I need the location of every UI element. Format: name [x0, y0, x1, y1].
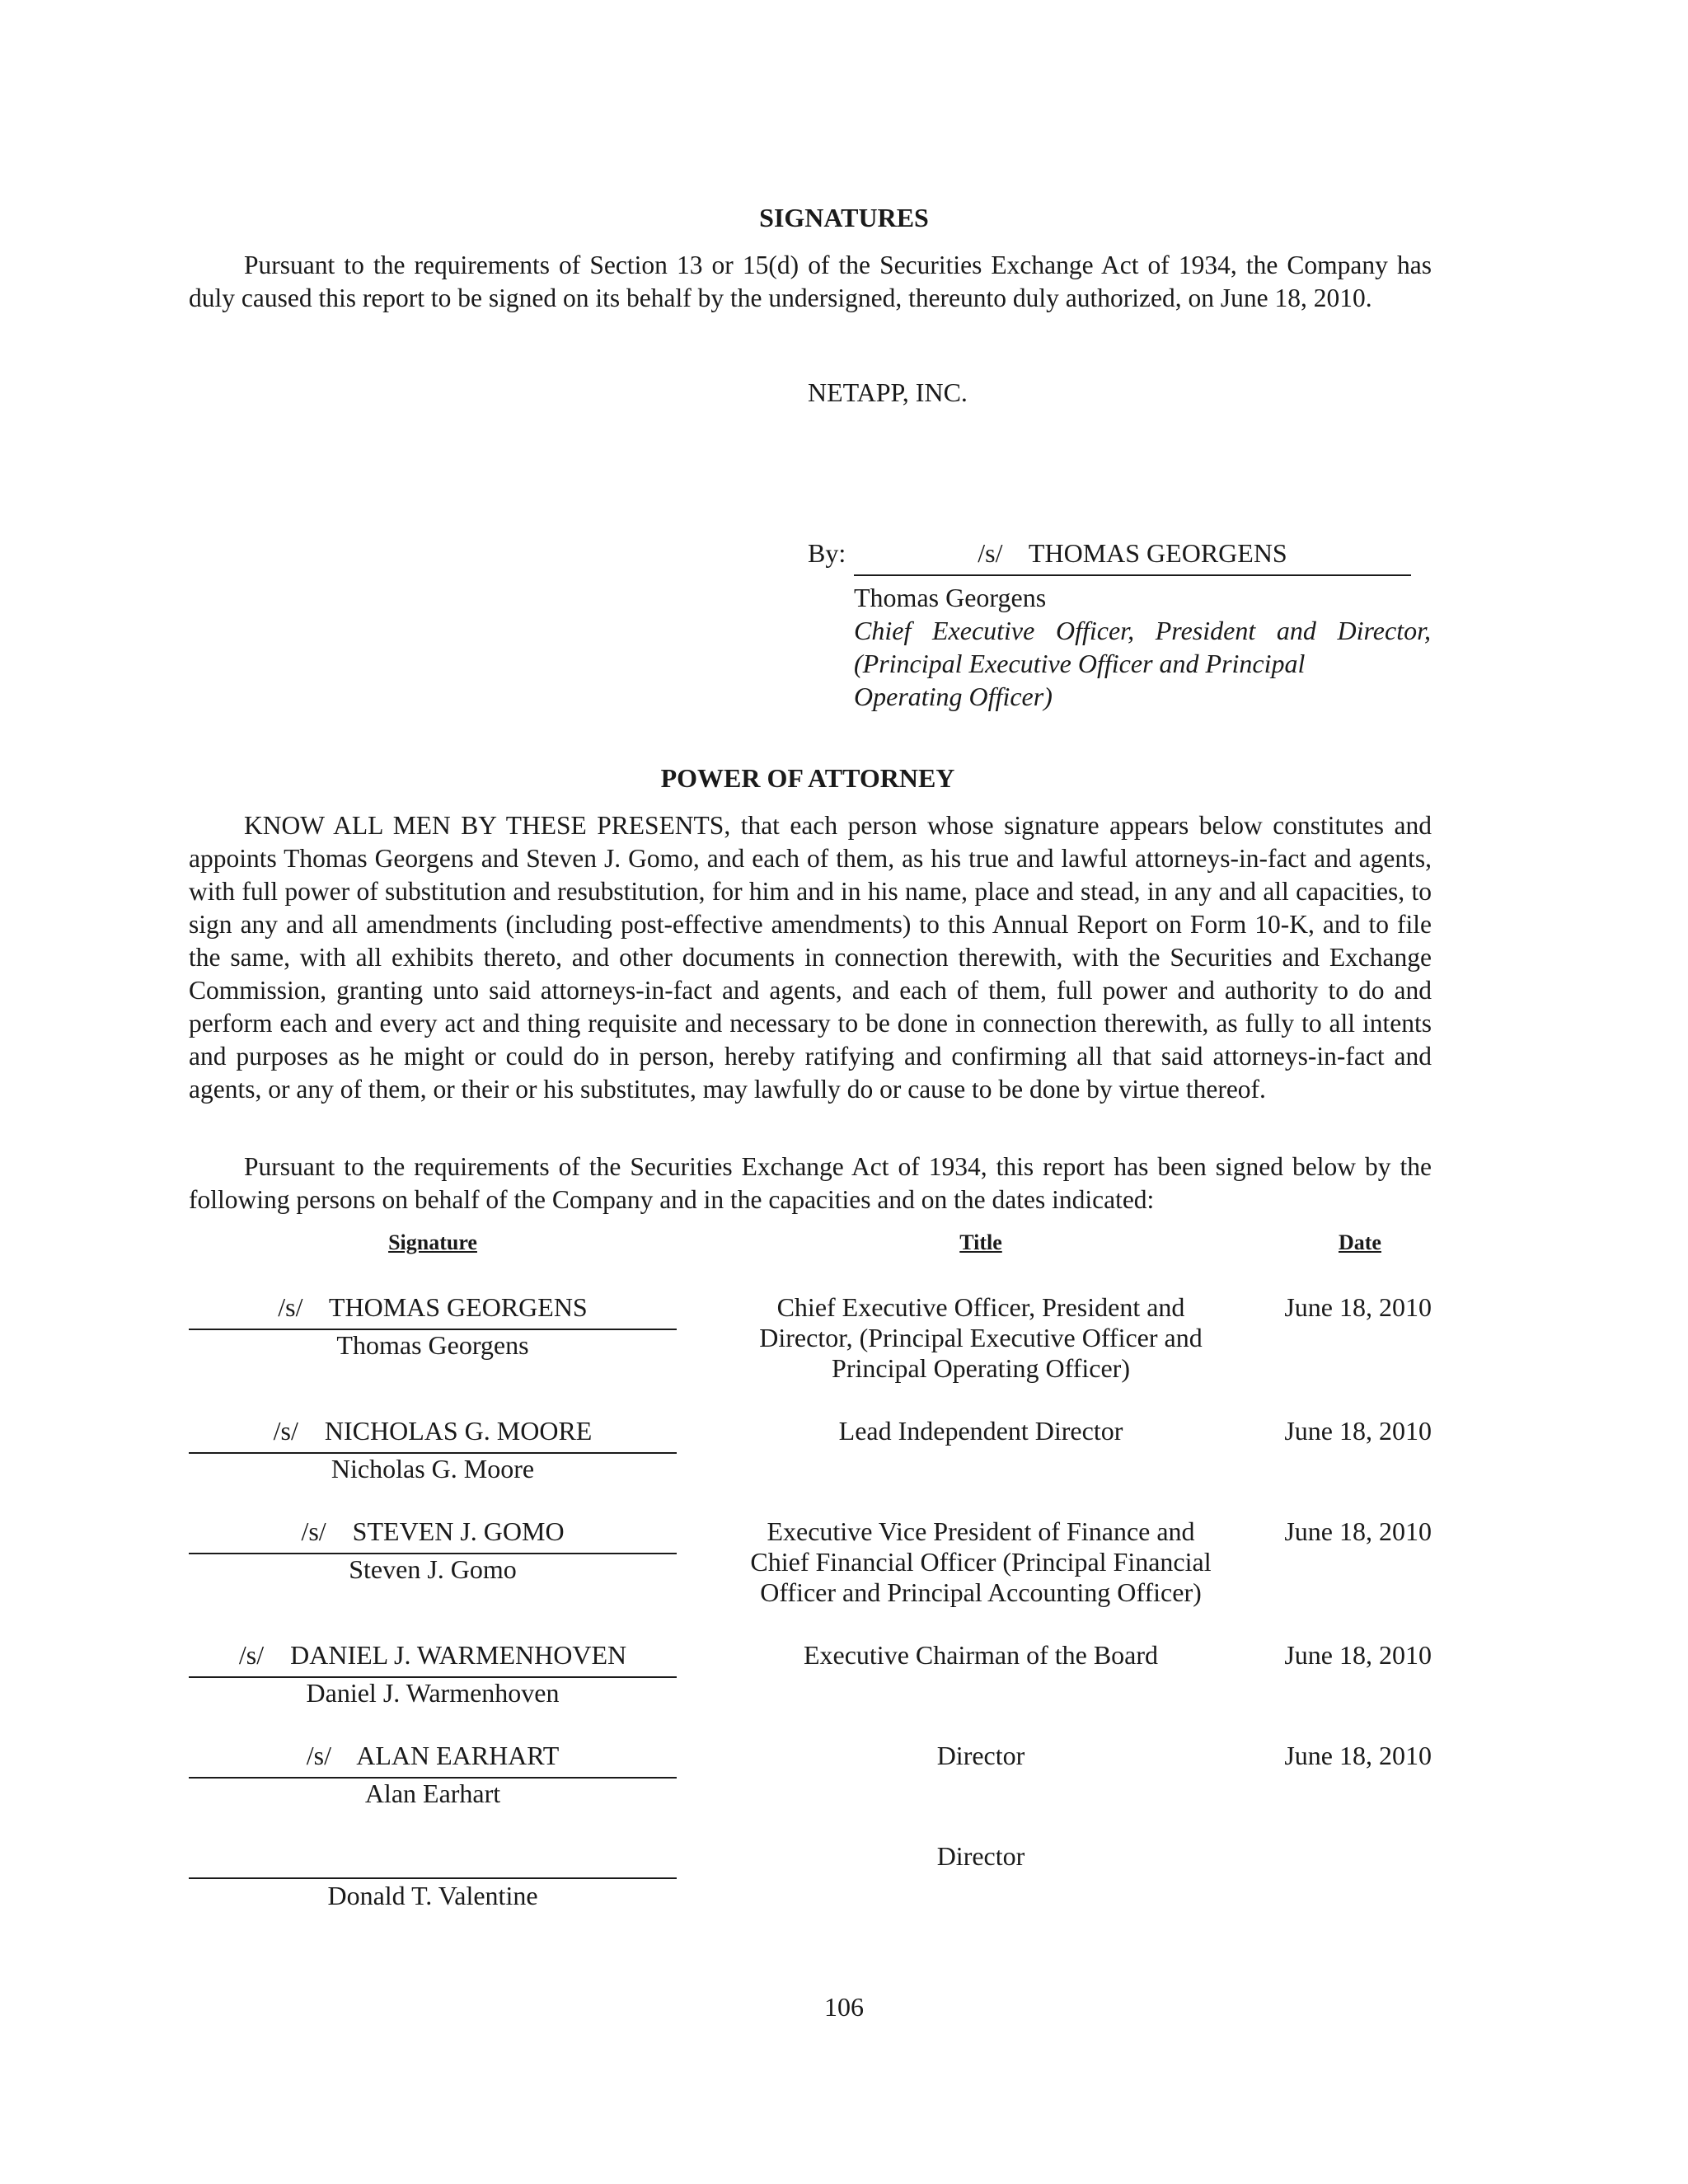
power-of-attorney-paragraph: KNOW ALL MEN BY THESE PRESENTS, that each person whose signature appears below constitutes and appoints Thomas Georgens and Steven J. Gomo, and each of them, as his true and lawful attorneys-in-fact and agents, with full power of substitution and resubstitution, for him and in his name, place and stead, in any and all capacities, to sign any and all amendments (including post-effective amendments) to this Annual Report on Form 10-K, and to file the same, with all exhibits thereto, and other documents in connection therewith, with the Securities and Exchange Commission, granting unto said attorneys-in-fact and agents, and each of them, full power and authority to do and perform each and every act and thing requisite and necessary to be done in connection therewith, as fully to all intents and purposes as he might or could do in person, hereby ratifying and confirming all that said attorneys-in-fact and agents, or any of them, or their or his substitutes, may lawfully do or cause to be done by virtue thereof.: [189, 811, 1432, 1104]
title-line: Chief Executive Officer, President and: [776, 1292, 1185, 1322]
signatures-heading: SIGNATURES: [759, 203, 929, 232]
title-line: Principal Operating Officer): [832, 1353, 1130, 1383]
title-column-header: Title: [959, 1230, 1002, 1254]
signer-title: [705, 1841, 1257, 1872]
title-line: Director: [936, 1741, 1025, 1770]
title-line: Lead Independent Director: [838, 1416, 1123, 1446]
signature-date: June 18, 2010: [1284, 1416, 1432, 1446]
signer-title: [705, 1640, 1257, 1671]
title-line: Director: [936, 1841, 1025, 1871]
signer-title: [705, 1516, 1257, 1608]
signer-title: [705, 1416, 1257, 1446]
signature-line: /s/ STEVEN J. GOMO: [189, 1516, 677, 1554]
signer-name: Steven J. Gomo: [349, 1554, 517, 1584]
officer-title-line: Operating Officer): [854, 682, 1053, 711]
by-signature-line: /s/ THOMAS GEORGENS: [854, 538, 1411, 576]
signer-name: Donald T. Valentine: [327, 1881, 538, 1910]
signature-line: [189, 1841, 677, 1879]
by-signature-row: [808, 538, 1434, 578]
officer-block: [854, 581, 1431, 713]
intro-paragraph: Pursuant to the requirements of Section 13 or 15(d) of the Securities Exchange Act of 1934, the Company has duly caused this report to be signed on its behalf by the undersigned, thereunto duly authorized, on June 18, 2010.: [189, 251, 1432, 312]
title-line: Director, (Principal Executive Officer and: [759, 1323, 1203, 1352]
signer-title: [705, 1292, 1257, 1384]
title-line: Executive Vice President of Finance and: [767, 1516, 1195, 1546]
signer-name: Daniel J. Warmenhoven: [306, 1678, 560, 1708]
signer-name: Nicholas G. Moore: [331, 1454, 535, 1483]
signer-title: [705, 1741, 1257, 1771]
title-line: Chief Financial Officer (Principal Financial: [750, 1547, 1212, 1577]
officer-name: Thomas Georgens: [854, 583, 1047, 612]
page-number: 106: [824, 1992, 864, 2022]
date-column-header: Date: [1339, 1230, 1381, 1254]
title-line: Executive Chairman of the Board: [803, 1640, 1159, 1670]
company-name: NETAPP, INC.: [808, 377, 968, 407]
signature-date: June 18, 2010: [1284, 1741, 1432, 1770]
signature-line: /s/ NICHOLAS G. MOORE: [189, 1416, 677, 1454]
pursuant-paragraph: Pursuant to the requirements of the Securities Exchange Act of 1934, this report has been signed below by the following persons on behalf of the Company and in the capacities and on the dates indicated:: [189, 1152, 1432, 1214]
signer-name: Thomas Georgens: [336, 1330, 529, 1360]
signature-date: June 18, 2010: [1284, 1292, 1432, 1322]
signature-line: /s/ DANIEL J. WARMENHOVEN: [189, 1640, 677, 1678]
power-of-attorney-heading: POWER OF ATTORNEY: [660, 763, 955, 793]
signature-date: June 18, 2010: [1284, 1640, 1432, 1670]
officer-title-line: Chief Executive Officer, President and Director,: [854, 616, 1431, 645]
officer-title-line: (Principal Executive Officer and Principal: [854, 649, 1306, 678]
by-label: By:: [808, 538, 846, 568]
signer-name: Alan Earhart: [364, 1779, 501, 1808]
signature-column-header: Signature: [388, 1230, 477, 1254]
title-line: Officer and Principal Accounting Officer): [760, 1577, 1202, 1607]
signature-line: /s/ ALAN EARHART: [189, 1741, 677, 1779]
signature-date: June 18, 2010: [1284, 1516, 1432, 1546]
signature-line: /s/ THOMAS GEORGENS: [189, 1292, 677, 1330]
